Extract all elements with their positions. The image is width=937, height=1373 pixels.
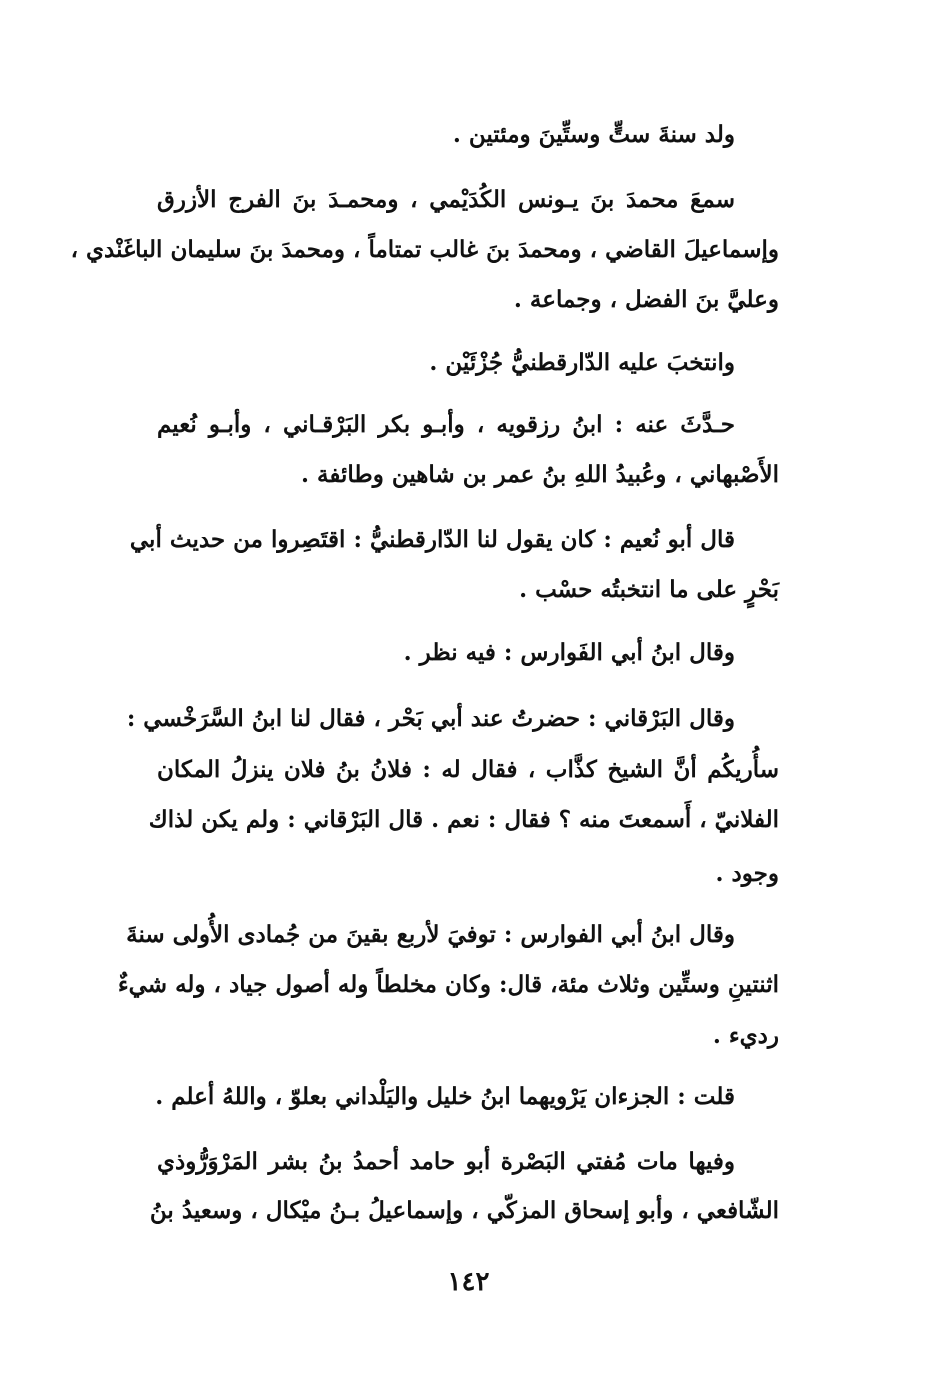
text-line: سمعَ محمدَ بنَ يـونس الكُدَيْمي ، ومحمـدَ بنَ الفرج الأزرق [157,186,735,213]
text-line: الشّافعي ، وأبو إسحاق المزكّي ، وإسماعيلُ بـنُ ميْكال ، وسعيدُ بنُ [149,1197,779,1224]
text-line: وفيها مات مُفتي البَصْرة أبو حامد أحمدُ بنُ بشر المَرْوَرُّوذي [157,1148,735,1175]
text-line: قال أبو نُعيم : كان يقول لنا الدّارقطنيُّ : اقتَصِروا من حديث أبي [129,526,735,553]
text-line: وإسماعيلَ القاضي ، ومحمدَ بنَ غالب تمتاماً ، ومحمدَ بنَ سليمان الباغَنْدي ، [70,236,779,263]
text-line: وقال ابنُ أبي الفَوارس : فيه نظر . [403,639,735,666]
text-line: سأُريكُم أنَّ الشيخ كذَّاب ، فقال له : فلانُ بنُ فلان ينزلُ المكان [157,756,779,783]
text-line: ولد سنةَ ستٍّ وستِّينَ ومئتين . [452,121,735,148]
page-number: ١٤٢ [447,1267,490,1297]
text-line: وقال البَرْقاني : حضرتُ عند أبي بَحْر ، فقال لنا ابنُ السَّرَخْسي : [126,705,735,732]
text-line: وانتخبَ عليه الدّارقطنيُّ جُزْئَيْن . [429,349,735,376]
text-line: وعليَّ بنَ الفضل ، وجماعة . [513,286,779,313]
text-line: قلت : الجزءان يَرْويهما ابنُ خليل واليَلْداني بعلوّ ، واللهُ أعلم . [155,1083,735,1110]
text-line: اثنتينِ وستِّين وثلاث مئة، قال: وكان مخلطاً وله أصول جياد ، وله شيءٌ [117,971,779,998]
text-line: رديء . [712,1022,779,1049]
text-line: بَحْرٍ على ما انتخبتُه حسْب . [519,576,779,603]
text-line: حـدَّثَ عنه : ابنُ رزقويه ، وأبـو بكر البَرْقـاني ، وأبـو نُعيم [157,411,735,438]
text-line: وقال ابنُ أبي الفوارس : توفيَ لأربع بقينَ من جُمادى الأُولى سنةَ [126,921,735,948]
text-line: الفلانيّ ، أَسمعتَ منه ؟ فقال : نعم . قال البَرْقاني : ولم يكن لذاك [148,806,779,833]
text-line: الأَصْبهاني ، وعُبيدُ اللهِ بنُ عمر بن شاهين وطائفة . [301,461,779,488]
text-line: وجود . [715,860,779,887]
